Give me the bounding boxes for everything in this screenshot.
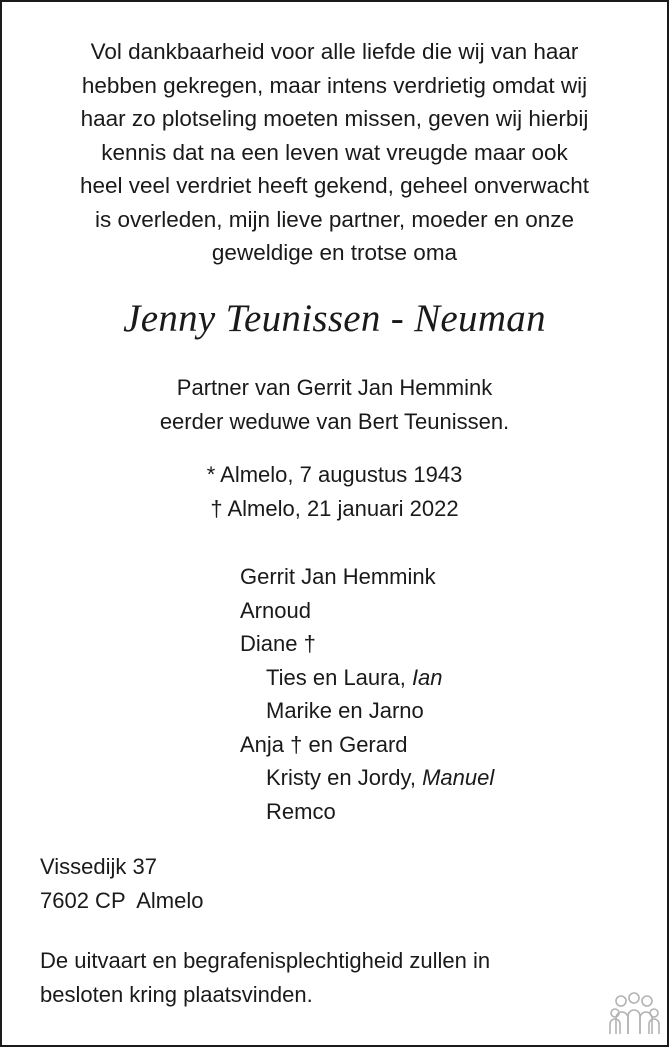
grandchild-names: Kristy en Jordy, (266, 765, 423, 790)
family-child: Diane † (240, 631, 316, 656)
intro-line: geweldige en trotse oma (211, 240, 458, 265)
life-dates (2, 458, 667, 526)
intro-line: heel veel verdriet heeft gekend, geheel onverwacht (79, 173, 590, 198)
family-partner: Gerrit Jan Hemmink (240, 564, 436, 589)
relations (2, 371, 667, 439)
address-street: Vissedijk 37 (40, 854, 157, 879)
intro-line: kennis dat na een leven wat vreugde maar ook (101, 139, 568, 165)
family-people-icon (606, 992, 662, 1036)
family-grandchild (240, 761, 494, 795)
grandchild-names: Ties en Laura, (266, 664, 412, 690)
notice-line: besloten kring plaatsvinden. (40, 982, 313, 1007)
intro-line: haar zo plotseling moeten missen, geven wij hierbij (80, 106, 589, 131)
intro-line: Vol dankbaarheid voor alle liefde die wij van haar (90, 39, 579, 64)
great-grandchild-name: Ian (411, 664, 443, 690)
birth-date: * Almelo, 7 augustus 1943 (206, 462, 463, 487)
great-grandchild-name: Manuel (422, 765, 495, 790)
intro-line: hebben gekregen, maar intens verdrietig omdat wij (81, 72, 588, 98)
family-child: Anja † en Gerard (240, 731, 408, 757)
intro-line: is overleden, mijn lieve partner, moeder en onze (94, 206, 574, 232)
intro-text (32, 35, 637, 270)
family-grandchild: Remco (266, 798, 336, 824)
family-list (240, 560, 494, 828)
family-child: Arnoud (240, 597, 311, 623)
relation-partner: Partner van Gerrit Jan Hemmink (176, 375, 493, 400)
relation-widow: eerder weduwe van Bert Teunissen. (159, 409, 510, 434)
notice-line: De uitvaart en begrafenisplechtigheid zullen in (40, 948, 491, 973)
family-grandchild: Marike en Jarno (266, 698, 424, 723)
address (40, 850, 203, 917)
family-grandchild (240, 661, 494, 695)
death-date: † Almelo, 21 januari 2022 (210, 496, 459, 521)
funeral-notice (40, 944, 490, 1012)
address-city: 7602 CP Almelo (40, 887, 204, 913)
deceased-name: Jenny Teunissen - Neuman (123, 297, 546, 340)
